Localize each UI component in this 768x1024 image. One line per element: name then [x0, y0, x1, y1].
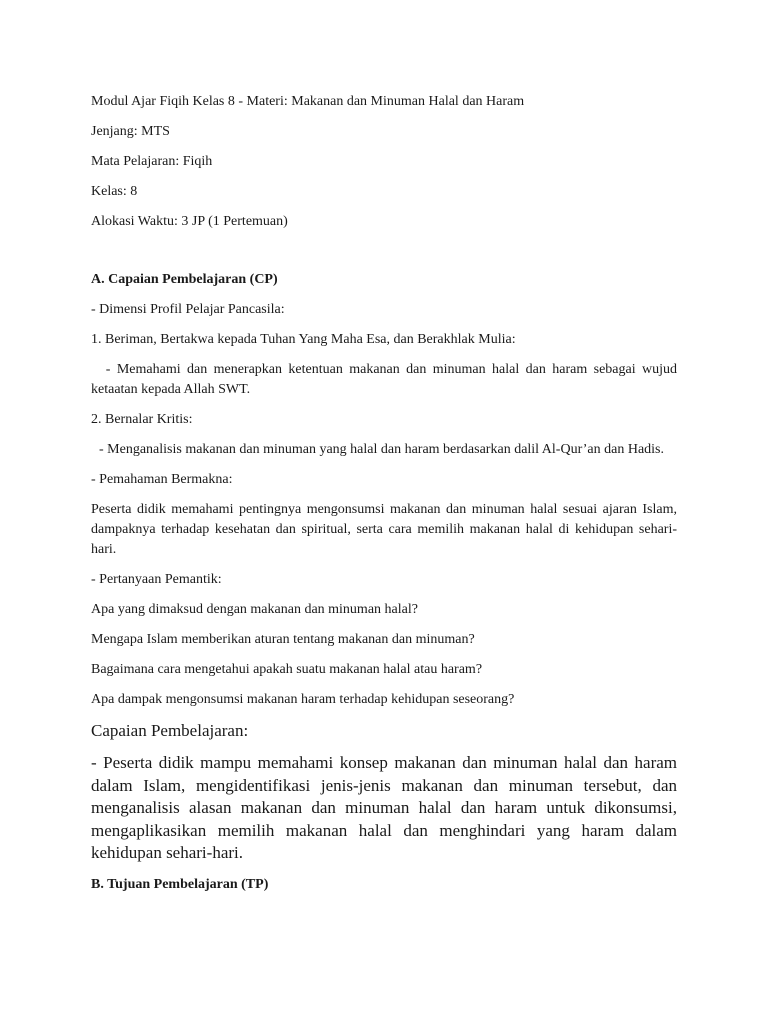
pertanyaan-heading: - Pertanyaan Pemantik:	[91, 572, 222, 587]
question-3: Bagaimana cara mengetahui apakah suatu makanan halal atau haram?	[91, 662, 483, 677]
kelas-line: Kelas: 8	[91, 184, 138, 199]
section-b-heading: B. Tujuan Pembelajaran (TP)	[91, 876, 269, 892]
jenjang-line: Jenjang: MTS	[91, 124, 170, 139]
pemahaman-heading: - Pemahaman Bermakna:	[91, 472, 233, 487]
question-1: Apa yang dimaksud dengan makanan dan minuman halal?	[91, 602, 418, 617]
question-2: Mengapa Islam memberikan aturan tentang makanan dan minuman?	[91, 632, 475, 647]
document-page	[91, 92, 677, 895]
section-a-heading: A. Capaian Pembelajaran (CP)	[91, 272, 278, 287]
document-title: Modul Ajar Fiqih Kelas 8 - Materi: Makanan dan Minuman Halal dan Haram	[91, 94, 525, 109]
item1-desc: - Memahami dan menerapkan ketentuan makanan dan minuman halal dan haram sebagai wujud ketaatan kepada Allah SWT.	[91, 362, 677, 397]
capaian-heading: Capaian Pembelajaran:	[91, 721, 249, 740]
alokasi-line: Alokasi Waktu: 3 JP (1 Pertemuan)	[91, 214, 288, 229]
question-4: Apa dampak mengonsumsi makanan haram terhadap kehidupan seseorang?	[91, 692, 515, 707]
item2-title: 2. Bernalar Kritis:	[91, 412, 193, 427]
pemahaman-text: Peserta didik memahami pentingnya mengonsumsi makanan dan minuman halal sesuai ajaran Islam, dampaknya terhadap kesehatan dan spiritual, serta cara memilih makanan halal di kehidupan sehari-hari.	[91, 502, 677, 557]
dimensi-line: - Dimensi Profil Pelajar Pancasila:	[91, 302, 285, 317]
mapel-line: Mata Pelajaran: Fiqih	[91, 154, 213, 169]
item1-title: 1. Beriman, Bertakwa kepada Tuhan Yang Maha Esa, dan Berakhlak Mulia:	[91, 332, 516, 347]
item2-desc: - Menganalisis makanan dan minuman yang halal dan haram berdasarkan dalil Al-Qur’an dan Hadis.	[99, 442, 665, 457]
capaian-text: - Peserta didik mampu memahami konsep makanan dan minuman halal dan haram dalam Islam, mengidentifikasi jenis-jenis makanan dan minuman tersebut, dan menganalisis alasan makanan dan minuman halal dan haram untuk dikonsumsi, mengaplikasikan memilih makanan halal dan menghindari yang haram dalam kehidupan sehari-hari.	[91, 753, 677, 862]
